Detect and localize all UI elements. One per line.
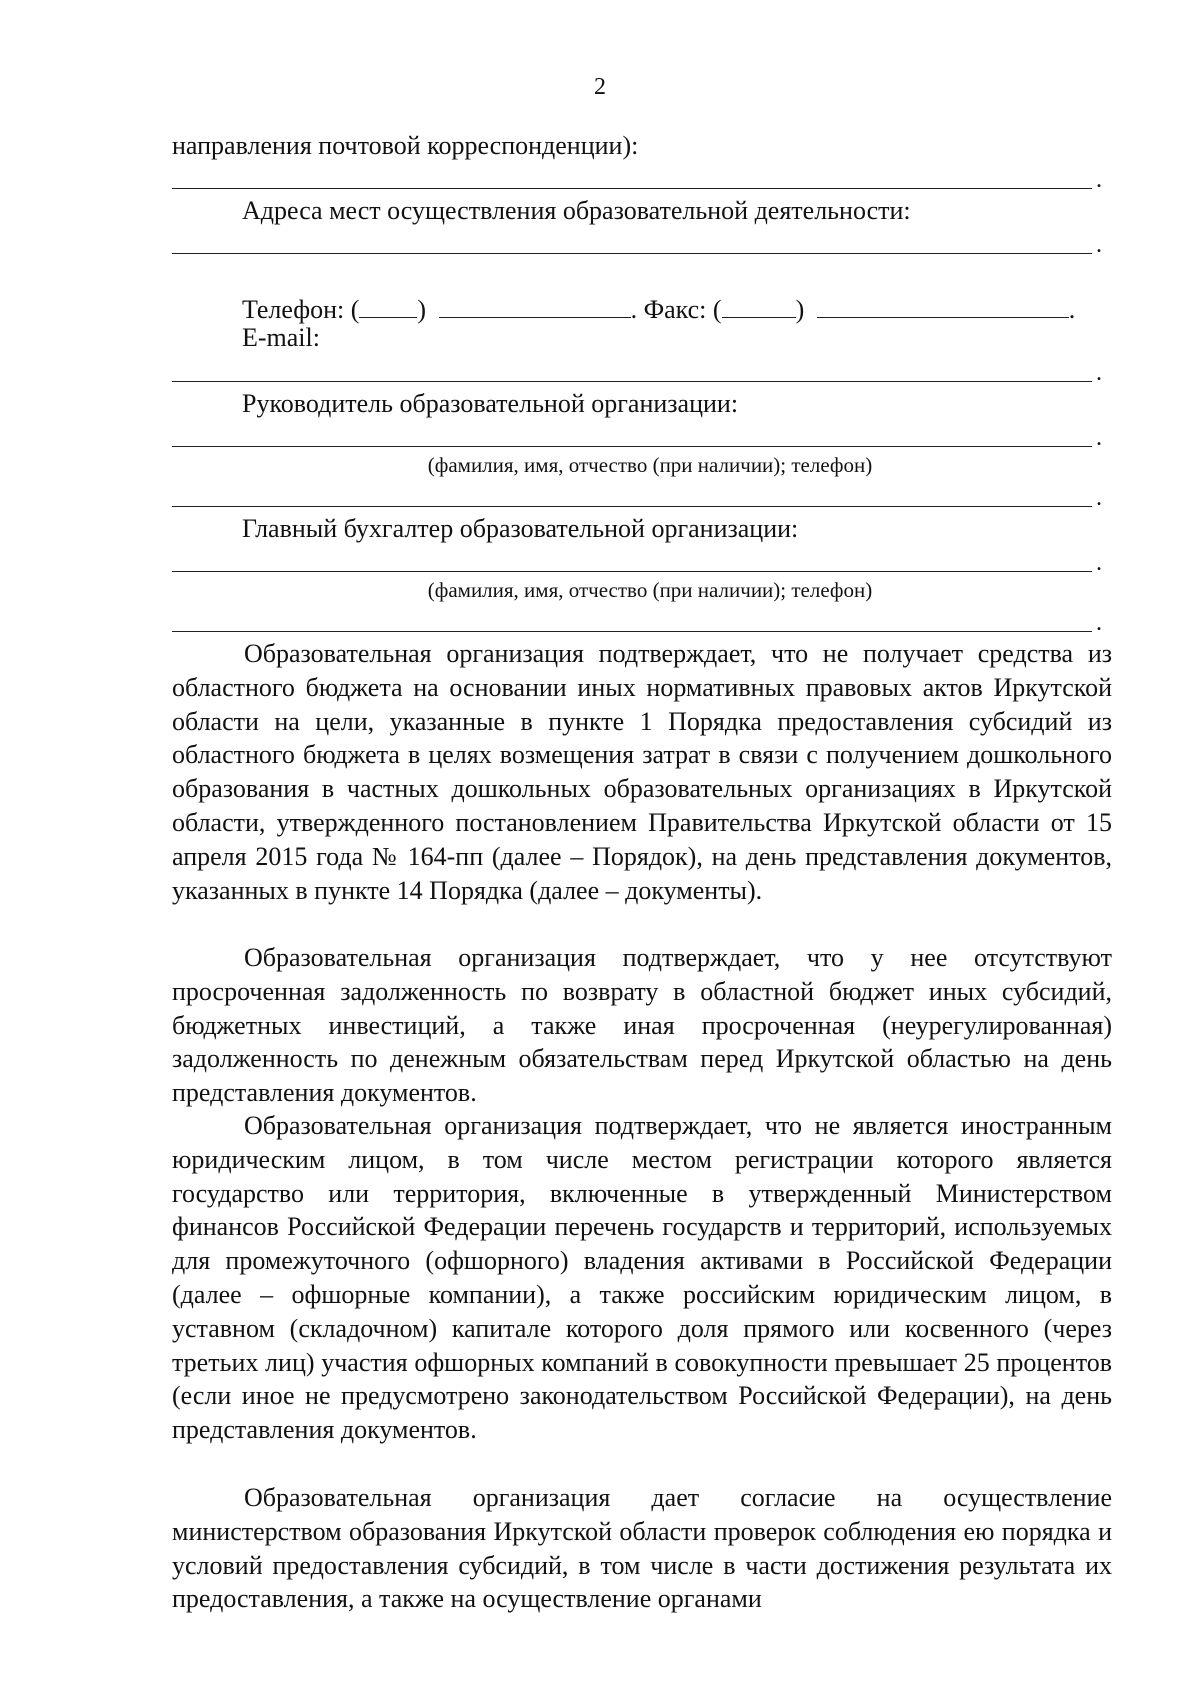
phone-fax-line: Телефон: ( ) . Факс: ( ) . bbox=[242, 295, 1076, 324]
phone-code-field bbox=[359, 295, 417, 318]
paragraph-no-debt: Образовательная организация подтверждает, что у нее отсутствуют просроченная задолженность по возврату в областной бюджет иных субсидий, бюджетных инвестиций, а также иная просроченная (неурегулированная) задолженность по денежным обязательствам перед Иркутской областью на день представления документов. bbox=[172, 943, 1112, 1108]
phone-label: Телефон: ( bbox=[242, 295, 360, 324]
email-fill-line: . bbox=[172, 381, 1092, 382]
fax-code-field bbox=[722, 295, 796, 318]
accountant-fill-line-2: . bbox=[172, 631, 1092, 632]
paragraph-no-funds: Образовательная организация подтверждает, что не получает средства из областного бюджета на основании иных нормативных правовых актов Иркутской области на цели, указанные в пункте 1 Порядка предоставления субсидий из областного бюджета в целях возмещения затрат в связи с получением дошкольного образования в частных дошкольных образовательных организациях в Иркутской области, утвержденного постановлением Правительства Иркутской области от 15 апреля 2015 года № 164-пп (далее – Порядок), на день представления документов, указанных в пункте 14 Порядка (далее – документы). bbox=[172, 639, 1112, 905]
email-label: E-mail: bbox=[242, 323, 320, 352]
accountant-fill-line: . bbox=[172, 571, 1092, 572]
postal-line: направления почтовой корреспонденции): bbox=[172, 131, 639, 160]
page-number: 2 bbox=[594, 74, 606, 100]
addresses-fill-line: . bbox=[172, 253, 1092, 254]
head-fill-line-2: . bbox=[172, 506, 1092, 507]
paragraph-not-foreign: Образовательная организация подтверждает, что не является иностранным юридическим лицом, в том числе местом регистрации которого является государство или территория, включенные в утвержденный Министерством финансов Российской Федерации перечень государств и территорий, используемых для промежуточного (офшорного) владения активами в Российской Федерации (далее – офшорные компании), а также российским юридическим лицом, в уставном (складочном) капитале которого доля прямого или косвенного (через третьих лиц) участия офшорных компаний в совокупности превышает 25 процентов (если иное не предусмотрено законодательством Российской Федерации), на день представления документов. bbox=[172, 1111, 1112, 1445]
paragraph-consent: Образовательная организация дает согласие на осуществление министерством образования Иркутской области проверок соблюдения ею порядка и условий предоставления субсидий, в том числе в части достижения результата их предоставления, а также на осуществление органами bbox=[172, 1483, 1112, 1614]
head-caption: (фамилия, имя, отчество (при наличии); телефон) bbox=[427, 453, 873, 477]
fax-number-field bbox=[817, 295, 1069, 318]
postal-fill-line: . bbox=[172, 188, 1092, 189]
addresses-line: Адреса мест осуществления образовательной деятельности: bbox=[242, 196, 911, 225]
accountant-line: Главный бухгалтер образовательной организации: bbox=[242, 514, 799, 543]
accountant-caption: (фамилия, имя, отчество (при наличии); телефон) bbox=[427, 578, 873, 602]
phone-number-field bbox=[439, 295, 631, 318]
head-fill-line: . bbox=[172, 446, 1092, 447]
fax-label: . Факс: ( bbox=[630, 295, 722, 324]
head-line: Руководитель образовательной организации: bbox=[242, 389, 739, 418]
